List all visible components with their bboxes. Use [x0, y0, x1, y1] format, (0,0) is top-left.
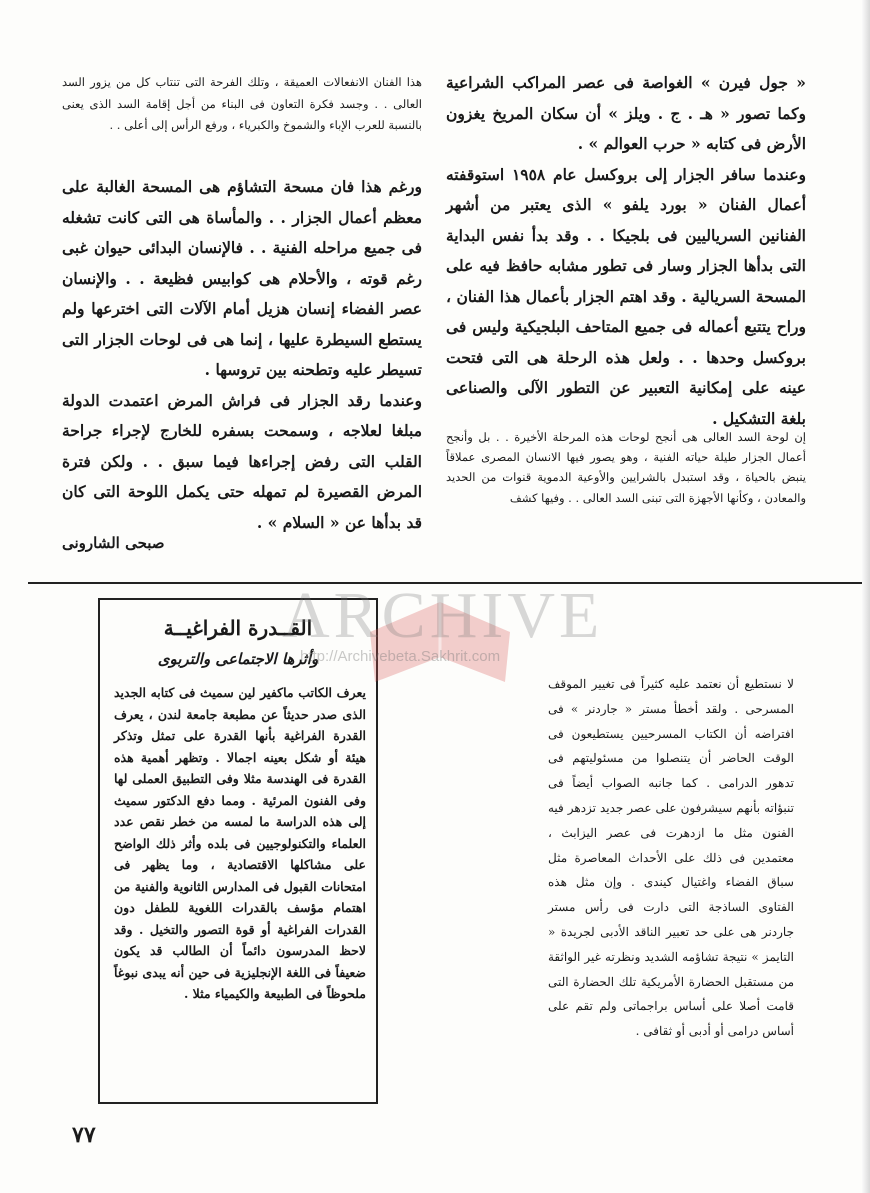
page-number: ٧٧	[72, 1122, 96, 1148]
paragraph: هذا الفنان الانفعالات العميقة ، وتلك الفرحة التى تنتاب كل من يزور السد العالى . . وجسد فكرة التعاون فى البناء من أجل إقامة السد الذى يعنى بالنسبة للعرب الإباء والشموخ والكبرياء ، ورفع الرأس إلى أعلى . .	[62, 75, 422, 132]
paragraph: لا نستطيع أن نعتمد عليه كثيراً فى تغيير الموقف المسرحى . ولقد أخطأ مستر « جاردنر » فى افتراضه أن الكتاب المسرحيين يستطيعون فى الوقت الحاضر أن يتنصلوا من مسئوليتهم فى تدهور الدرامى . كما جانبه الصواب أيضاً فى تنبؤاته بأنهم سيشرفون على عصر جديد تزدهر فيه الفنون مثل ما ازدهرت فى عصر اليزابث ، معتمدين فى ذلك على الأحداث المعاصرة مثل سباق الفضاء واغتيال كيندى . وإن مثل هذه الفتاوى الساذجة التى دارت فى رأس مستر جاردنر هى على حد تعبير الناقد الأدبى لجريدة « التايمز » نتيجة تشاؤمه الشديد ونظرته غير الواثقة من مستقبل الحضارة الأمريكية تلك الحضارة التى قامت أصلا على أساس براجماتى ولم تقم على أساس درامى أو أدبى أو ثقافى .	[548, 677, 794, 1039]
paragraph: ورغم هذا فان مسحة التشاؤم هى المسحة الغالبة على معظم أعمال الجزار . . والمأساة هى التى كانت تشغله فى جميع مراحله الفنية . . فالإنسان البدائى حيوان غبى رغم قوته ، والأحلام هى كوابيس فظيعة . . والإنسان عصر الفضاء إنسان هزيل أمام الآلات التى اخترعها ولم يستطع السيطرة عليها ، إنما هى فى لوحات الجزار التى تسيطر عليه وتطحنه بين تروسها .	[62, 177, 422, 379]
article-top-right-column	[446, 68, 806, 434]
paragraph: يعرف الكاتب ماكفير لين سميث فى كتابه الجديد الذى صدر حديثاً عن مطبعة جامعة لندن ، يعرف القدرة الفراغية بأنها القدرة على تمثل وتذكر هيئة أو شكل بعينه اجمالا . وتظهر أهمية هذه القدرة فى الهندسة مثلا وفى التطبيق العملى لها وفى الفنون المرئية . ومما دفع الدكتور سميث إلى هذه الدراسة ما لمسه من خطر نقص عدد العلماء والتكنولوجيين فى بلده وأثر ذلك الواضح على مشاكلها الاقتصادية ، وما يظهر فى امتحانات القبول فى المدارس الثانوية والفنية من اهتمام مؤسف بالقدرات اللغوية للطفل دون القدرات الفراغية أو قوة التصور والتخيل . وقد لاحظ المدرسون دائماً أن الطالب قد يكون ضعيفاً فى اللغة الإنجليزية فى حين أنه يبدى نبوغاً ملحوظاً فى الطبيعة والكيمياء مثلا .	[114, 685, 366, 1001]
paragraph: إن لوحة السد العالى هى أنجح لوحات هذه المرحلة الأخيرة . . بل وأنجح أعمال الجزار طيلة حياته الفنية ، وهو يصور فيها الانسان المصرى عملاقاً ينبض بالحياة ، وقد استبدل بالشرايين والأوعية الدموية قنوات من الحديد والمعادن ، وكأنها الأجهزة التى تبنى السد العالى . . وفيها كشف	[446, 430, 806, 505]
article-top-left-small-text	[62, 72, 422, 137]
paragraph: وعندما سافر الجزار إلى بروكسل عام ١٩٥٨ استوقفته أعمال الفنان « بورد يلفو » الذى يعتبر من أشهر الفنانين السرياليين فى بلجيكا . . وقد بدأ نفس البداية التى بدأها الجزار وسار فى تطور مشابه حافظ فيه على المسحة السريالية . وقد اهتم الجزار بأعمال هذا الفنان ، وراح يتتبع أعماله فى جميع المتاحف البلجيكية وليس فى بروكسل وحدها . . ولعل هذه الرحلة هى التى فتحت عينه على إمكانية التعبير عن التطور الآلى والصناعى بلغة التشكيل .	[446, 164, 806, 428]
article-top-left-column	[62, 172, 422, 538]
boxed-article-subtitle: وأثرها الاجتماعى والتربوى	[157, 650, 319, 668]
article-bottom-right-column	[548, 672, 794, 1044]
author-signature: صبحى الشارونى	[62, 534, 165, 552]
watermark-text: ARCHIVE	[282, 579, 604, 652]
article-top-right-small-text	[446, 427, 806, 508]
boxed-article-title: القــدرة الفراغيــة	[163, 616, 313, 640]
paragraph: « جول فيرن » الغواصة فى عصر المراكب الشراعية وكما تصور « هـ . ج . ويلز » أن سكان المريخ يغزون الأرض فى كتابه « حرب العوالم » .	[446, 73, 806, 153]
boxed-article-body	[114, 682, 366, 1005]
scan-edge	[862, 0, 870, 1193]
paragraph: وعندما رقد الجزار فى فراش المرض اعتمدت الدولة مبلغا لعلاجه ، وسمحت بسفره للخارج لإجراء جراحة القلب التى رفض إجراءها فيما سبق . . ولكن فترة المرض القصيرة لم تمهله حتى يكمل اللوحة التى كان قد بدأها عن « السلام » .	[62, 390, 422, 532]
watermark-url: http://Archivebeta.Sakhrit.com	[300, 648, 501, 665]
